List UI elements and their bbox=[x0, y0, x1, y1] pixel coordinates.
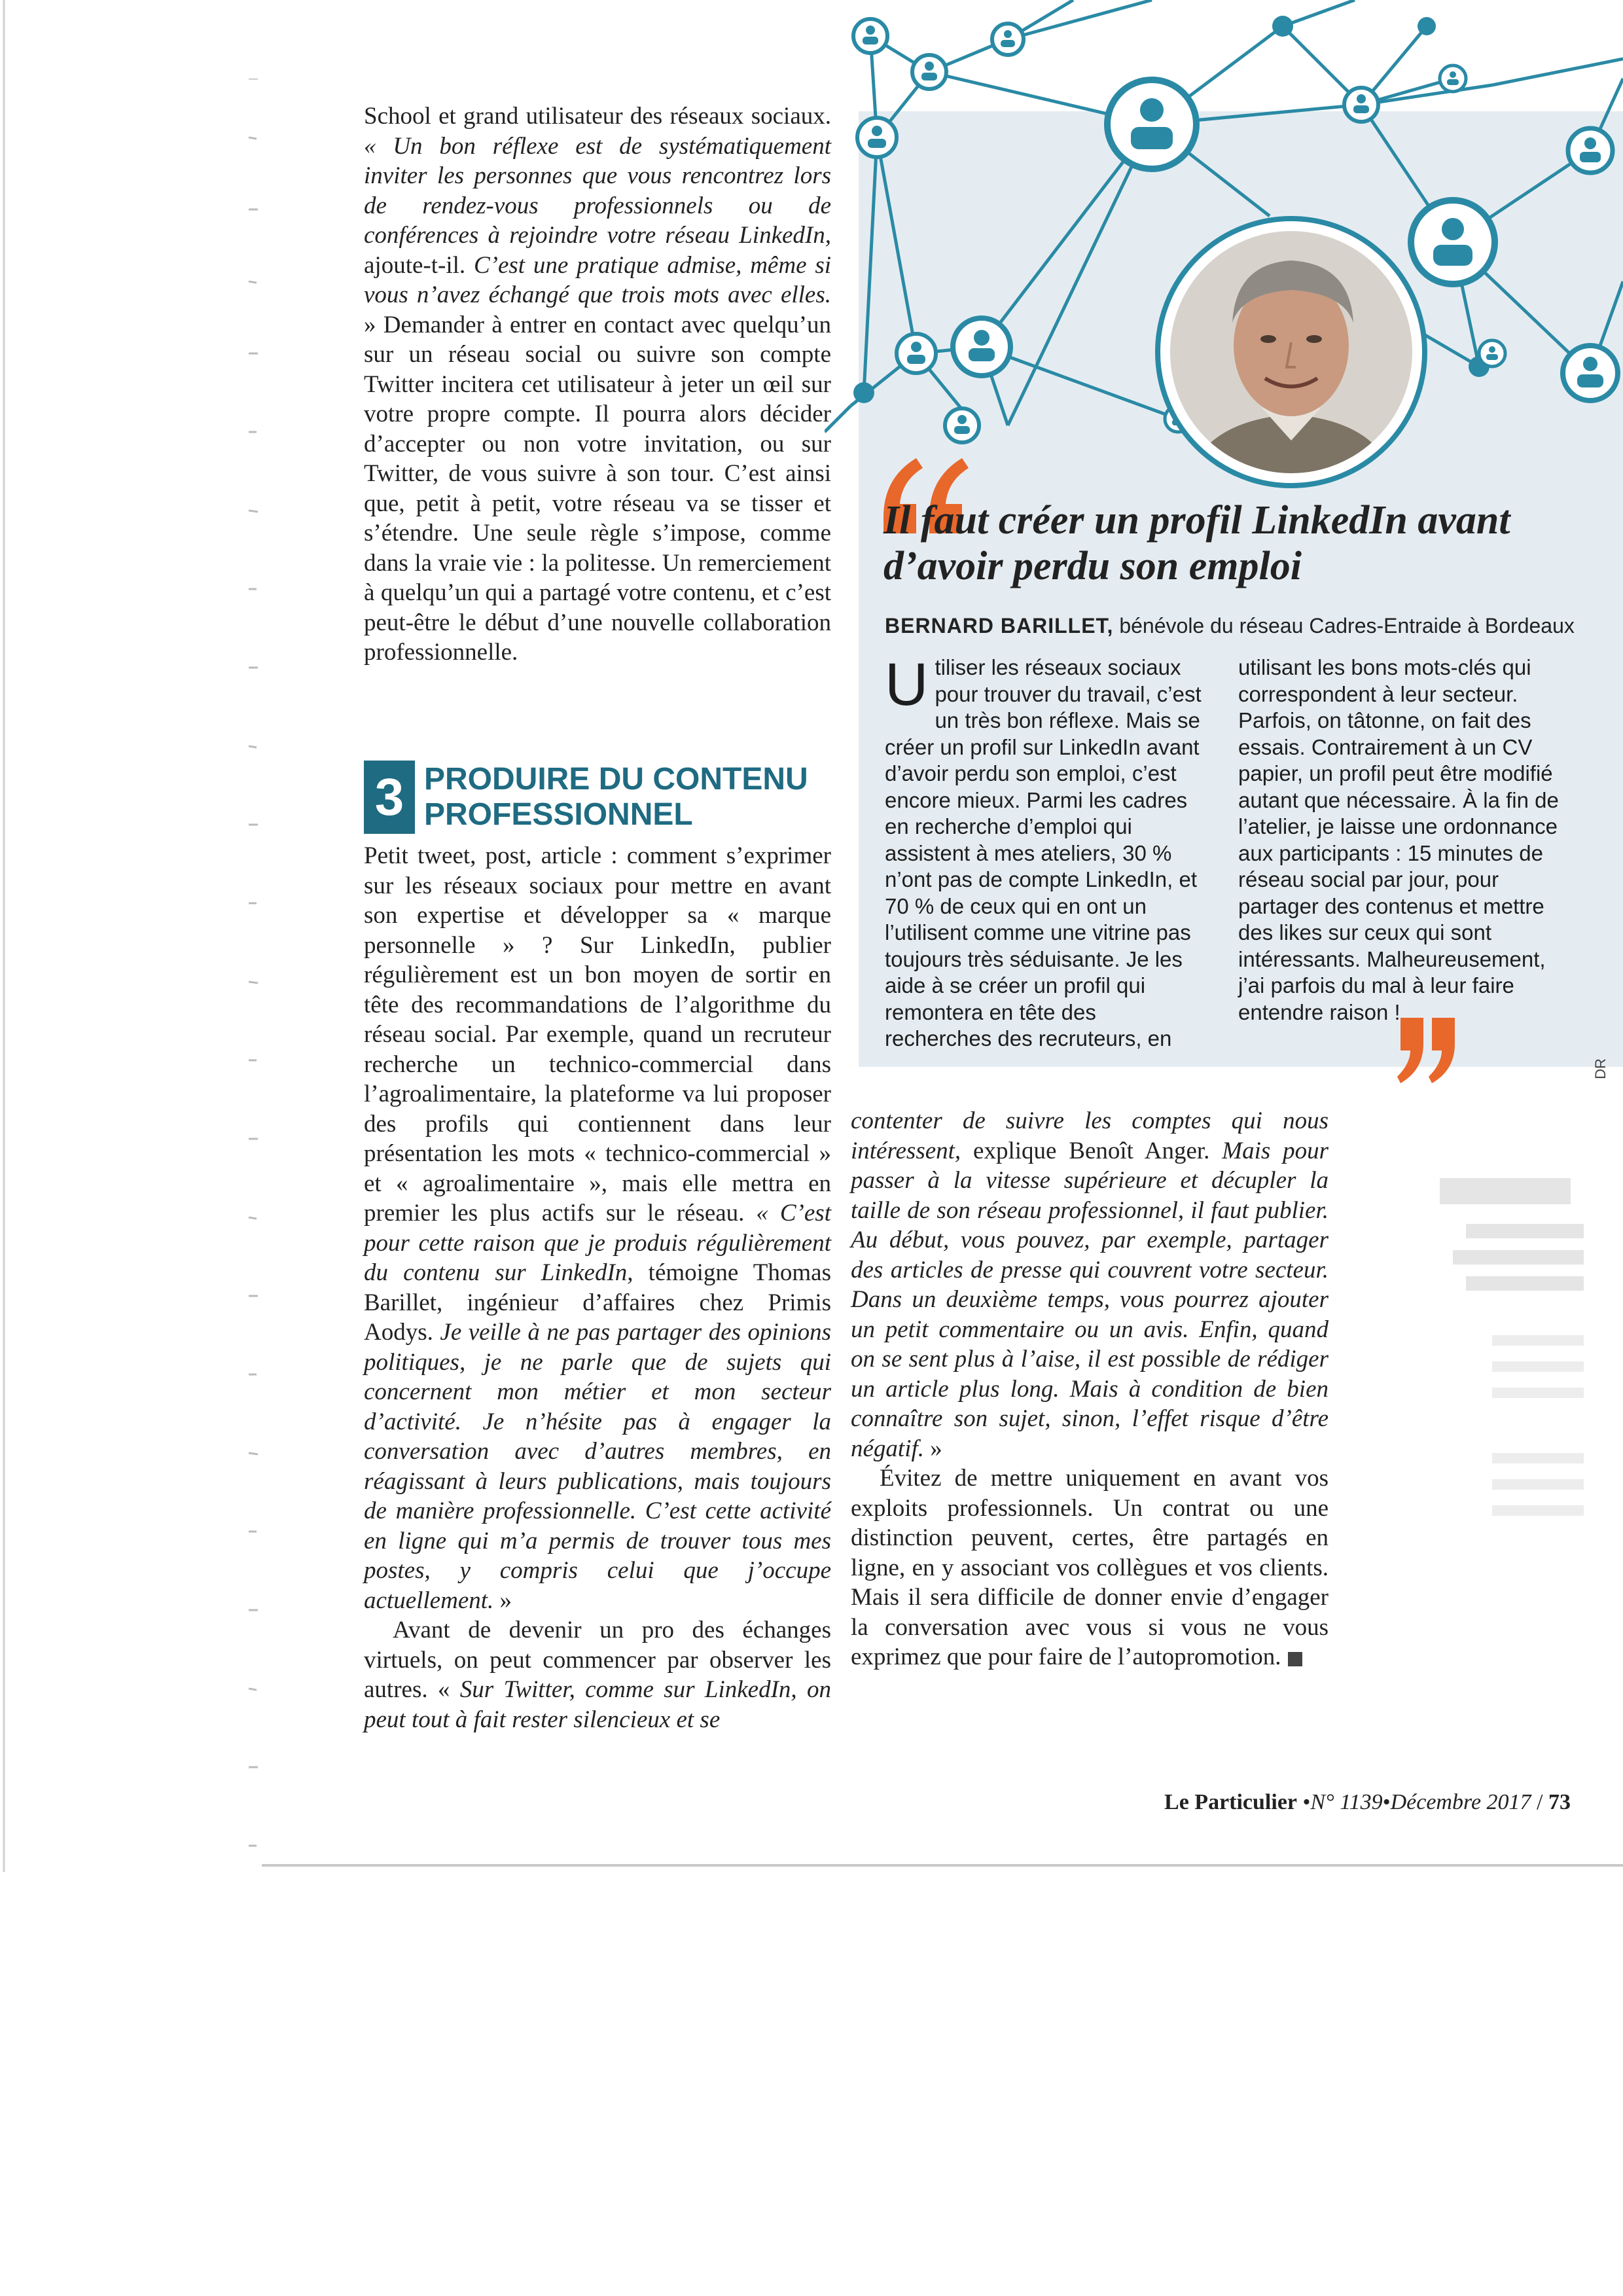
quote-author: BERNARD BARILLET, bbox=[885, 614, 1114, 637]
user-node-icon bbox=[857, 118, 897, 157]
text-run: Mais pour passer à la vitesse supérieure et décupler la taille de son réseau professionnel, il faut publier. Au début, vous pouvez, par exemple, partager des articles de presse qui couvrent votre secteur. Dans un deuxième temps, vous pourrez ajouter un petit commentaire ou un avis. Enfin, quand on se sent plus à l’aise, il est possible de rédiger un article plus long. Mais à condition de bien connaître son sujet, sinon, l’effet risque d’être négatif. bbox=[851, 1137, 1329, 1462]
paragraph bbox=[851, 1106, 1329, 1463]
text-run: » bbox=[924, 1435, 942, 1462]
end-of-article-icon bbox=[1288, 1652, 1302, 1666]
text-run: « Un bon réflexe est de systématiquement inviter les personnes que vous rencontrez lors de rendez-vous professionnels ou de conférences à rejoindre votre réseau LinkedIn, bbox=[364, 132, 831, 249]
user-node-icon bbox=[1479, 340, 1505, 367]
page-footer: Le Particulier •N° 1139•Décembre 2017 / 73 bbox=[1164, 1790, 1571, 1814]
left-column-bottom bbox=[364, 841, 831, 1734]
quote-byline bbox=[885, 614, 1605, 638]
right-column bbox=[851, 1106, 1329, 1672]
paragraph bbox=[364, 1615, 831, 1734]
text-run: » Demander à entrer en contact avec quelqu’un sur un réseau social ou suivre son compte Twitter incitera cet utilisateur à jeter un œil sur votre propre compte. Il pourra alors décider d’accepter ou non votre invitation, ou sur Twitter, de vous suivre à son tour. C’est ainsi que, petit à petit, votre réseau va se tisser et s’étendre. Une seule règle s’impose, comme dans la vraie vie : la politesse. Un remerciement à quelqu’un qui a partagé votre contenu, et c’est peut-être le début d’une nouvelle collaboration professionnelle. bbox=[364, 311, 831, 666]
quote-column-left bbox=[885, 651, 1205, 1052]
text-run: « C’est pour cette raison que je produis régulièrement du contenu sur LinkedIn, bbox=[364, 1200, 831, 1286]
drop-cap: U bbox=[885, 651, 929, 718]
text-run: témoigne Thomas Barillet, ingénieur d’affaires chez Primis Aodys. bbox=[364, 1259, 831, 1346]
paragraph-text: Évitez de mettre uniquement en avant vos exploits professionnels. Un contrat ou une distinction peuvent, certes, être partagés en ligne, en y associant vos collègues et vos clients. Mais il sera difficile de donner envie d’engager la conversation avec vous si vous ne vous exprimez que pour faire de l’autopromotion. bbox=[851, 1465, 1329, 1670]
photo-credit: DR bbox=[1592, 1058, 1609, 1079]
text-run: explique Benoît Anger. bbox=[961, 1137, 1222, 1164]
user-node-icon bbox=[1107, 80, 1196, 169]
portrait-illustration bbox=[1170, 231, 1412, 473]
text-run: Petit tweet, post, article : comment s’exprimer sur les réseaux sociaux pour mettre en avant son expertise et développer sa « marque personnelle » ? Sur LinkedIn, publier régulièrement est un bon moyen de sortir en tête des recommandations de l’algorithme du réseau social. Par exemple, quand un recruteur recherche un technico-commercial dans l’agroalimentaire, la plateforme va lui proposer des profils qui contiennent dans leur présentation les mots « technico-commercial » et « agroalimentaire », mais elle mettra en premier les plus actifs sur le réseau. bbox=[364, 842, 831, 1227]
text-run: » bbox=[493, 1587, 512, 1614]
issue-date: Décembre 2017 bbox=[1390, 1790, 1531, 1814]
issue-number: N° 1139 bbox=[1310, 1790, 1383, 1814]
user-node-icon bbox=[1411, 200, 1495, 284]
user-node-icon bbox=[897, 334, 936, 373]
user-node-icon bbox=[992, 24, 1024, 55]
quote-text-right: utilisant les bons mots-clés qui correspondent à leur secteur. Parfois, on tâtonne, on fait des essais. Contrairement à un CV papier, un profil peut être modifié autant que nécessaire. À la fin de l’atelier, je laisse une ordonnance aux participants : 15 minutes de réseau social par jour, pour partager des contenus et mettre des likes sur ceux qui sont intéressants. Malheureusement, j’ai parfois du mal à leur faire entendre raison ! bbox=[1238, 655, 1559, 1024]
user-node-icon bbox=[945, 408, 979, 442]
quote-title: Il faut créer un profil LinkedIn avant d’avoir perdu son emploi bbox=[883, 498, 1510, 588]
user-node-icon bbox=[1440, 65, 1466, 92]
close-quote-icon bbox=[1394, 1014, 1459, 1086]
user-node-icon bbox=[1563, 346, 1618, 401]
text-run: contenter de suivre les comptes qui nous intéressent, bbox=[851, 1107, 1329, 1164]
section-number: 3 bbox=[364, 761, 415, 834]
user-node-icon bbox=[912, 55, 946, 89]
show-through-shadow bbox=[1427, 1178, 1597, 1604]
text-run: School et grand utilisateur des réseaux sociaux. bbox=[364, 103, 831, 130]
text-run: ajoute-t-il. bbox=[364, 251, 474, 279]
quote-author-role: bénévole du réseau Cadres-Entraide à Bordeaux bbox=[1113, 614, 1575, 637]
portrait-photo bbox=[1155, 216, 1427, 488]
text-run: Sur Twitter, comme sur LinkedIn, on peut tout à fait rester silencieux et se bbox=[364, 1676, 831, 1733]
user-node-icon bbox=[853, 19, 887, 53]
text-run: C’est une pratique admise, même si vous n’avez échangé que trois mots avec elles. bbox=[364, 251, 831, 308]
paragraph bbox=[364, 101, 831, 668]
user-node-icon bbox=[1568, 128, 1613, 173]
section-title: PRODUIRE DU CONTENU PROFESSIONNEL bbox=[424, 762, 808, 832]
text-run: Avant de devenir un pro des échanges virtuels, on peut commencer par observer les autres. « bbox=[364, 1617, 831, 1703]
quote-column-right bbox=[1238, 655, 1559, 1026]
page-number: 73 bbox=[1548, 1790, 1571, 1814]
section-heading bbox=[364, 759, 831, 838]
page-bottom-edge bbox=[262, 1864, 1623, 1867]
text-run: Je veille à ne pas partager des opinions politiques, je ne parle que de sujets qui concernent mon métier et mon secteur d’activité. Je n’hésite pas à engager la conversation avec d’autres membres, en réagissant à leurs publications, mais toujours de manière professionnelle. C’est cette activité en ligne qui m’a permis de trouver tous mes postes, y compris celui que j’occupe actuellement. bbox=[364, 1319, 831, 1614]
margin-ticks bbox=[242, 79, 268, 1872]
scan-edge bbox=[0, 0, 39, 1872]
publication-name: Le Particulier bbox=[1164, 1790, 1298, 1814]
left-column-top bbox=[364, 101, 831, 668]
user-node-icon bbox=[953, 318, 1010, 376]
paragraph bbox=[364, 841, 831, 1615]
quote-text-left: tiliser les réseaux sociaux pour trouver du travail, c’est un très bon réflexe. Mais se créer un profil sur LinkedIn avant d’avoir perdu son emploi, c’est encore mieux. Parmi les cadres en recherche d’emploi qui assistent à mes ateliers, 30 % n’ont pas de compte LinkedIn, et 70 % de ceux qui en ont un l’utilisent comme une vitrine pas toujours très séduisante. Je les aide à se créer un profil qui remontera en tête des recherches des recruteurs, en bbox=[885, 655, 1202, 1050]
user-node-icon bbox=[1344, 88, 1378, 122]
paragraph bbox=[851, 1463, 1329, 1672]
